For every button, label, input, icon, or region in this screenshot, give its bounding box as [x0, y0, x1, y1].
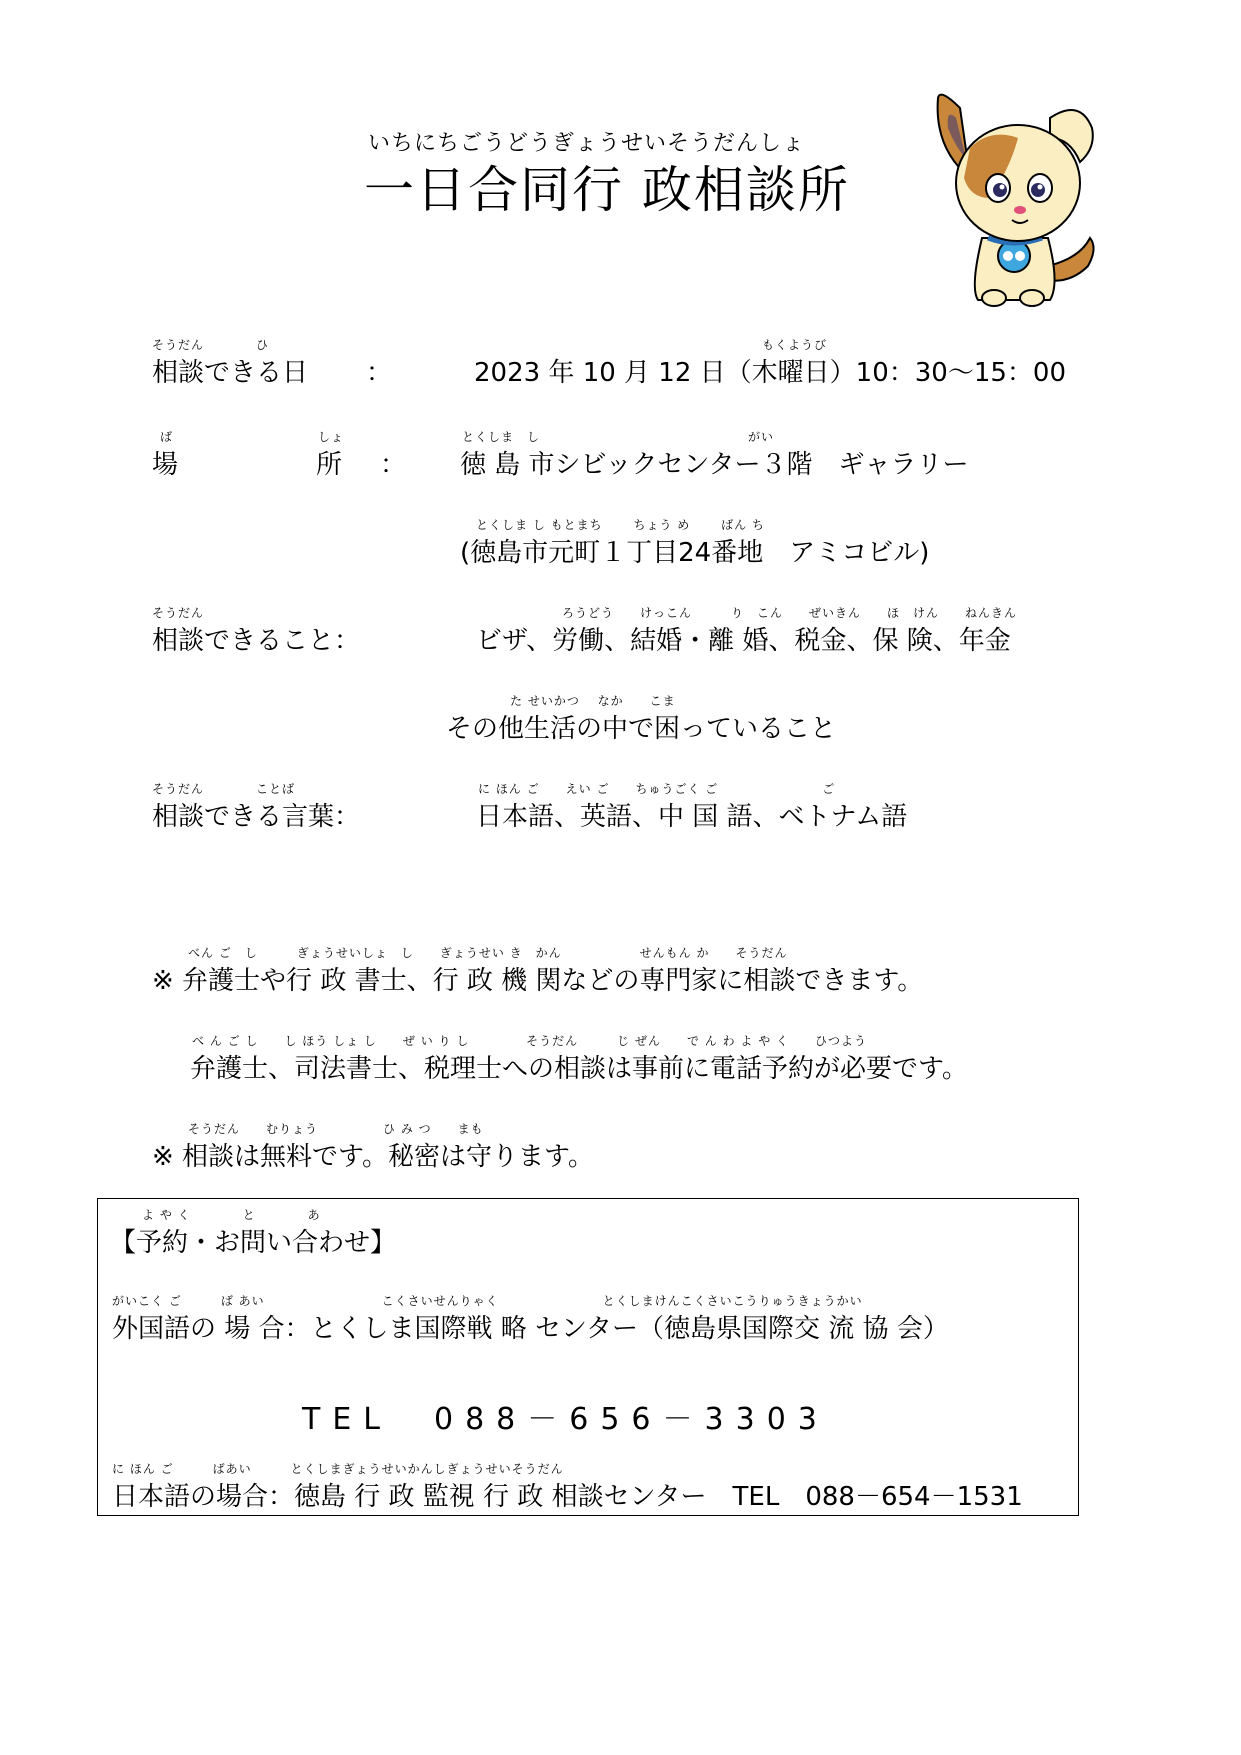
phone-number[interactable]: TEL 088－656－3303: [302, 1402, 829, 1437]
place-label-2: 所: [316, 450, 343, 480]
date-label: 相談できる日: [152, 358, 309, 388]
address-value: (徳島市元町１丁目24番地 アミコビル): [460, 538, 930, 568]
date-value: 2023 年 10 月 12 日（木曜日）10：30～15：00: [474, 358, 1066, 388]
languages-label-ruby: そうだん ことば: [152, 782, 296, 796]
note2-ruby: べ ん ご し し ほう しょ し ぜ い り し そうだん じ ぜん で ん わ よ や く ひつよう: [192, 1034, 868, 1048]
languages-value-ruby: に ほん ご えい ご ちゅうごく ご ご: [478, 782, 836, 796]
place-value: 徳 島 市シビックセンター３階 ギャラリー: [460, 450, 969, 480]
note2: 弁護士、司法書士、税理士への相談は事前に電話予約が必要です。: [190, 1054, 968, 1084]
topics-line2-ruby: た せいかつ なか こま: [510, 694, 676, 708]
place-colon: ：: [380, 450, 407, 480]
note1: ※ 弁護士や行 政 書士、行 政 機 関などの専門家に相談できます。: [152, 966, 924, 996]
topics-line2: その他生活の中で困っていること: [446, 714, 837, 744]
foreign-language-contact: 外国語の 場 合：とくしま国際戦 略 センター（徳島県国際交 流 協 会）: [112, 1314, 949, 1344]
foreign-ruby: がいこく ご ば あい こくさいせんりゃく とくしまけんこくさいこうりゅうきょうかい: [112, 1294, 863, 1308]
date-label-ruby: そうだん ひ: [152, 338, 270, 352]
note1-ruby: べん ご し ぎょうせいしょ し ぎょうせい き かん せんもん か そうだん: [188, 946, 788, 960]
contact-heading: 【予約・お問い合わせ】: [110, 1228, 397, 1258]
place-label-1: 場: [152, 450, 179, 480]
date-value-ruby: もくようび: [762, 338, 828, 352]
topics-label: 相談できること：: [152, 626, 361, 656]
languages-value: 日本語、英語、中 国 語、ベトナム語: [476, 802, 908, 832]
page-title: 一日合同行 政相談所: [364, 161, 850, 219]
address-ruby: とくしま し もとまち ちょう め ばん ち: [476, 518, 765, 532]
place-value-ruby: とくしま し がい: [462, 430, 775, 444]
topics-label-ruby: そうだん: [152, 606, 205, 620]
languages-label: 相談できる言葉：: [152, 802, 361, 832]
place-label-ruby-1: ば: [160, 430, 174, 444]
contact-heading-ruby: よ や く と あ: [142, 1208, 321, 1222]
note3: ※ 相談は無料です。秘密は守ります。: [152, 1142, 594, 1172]
japanese-contact: 日本語の場合：徳島 行 政 監視 行 政 相談センター TEL 088－654－1531: [112, 1482, 1023, 1512]
japanese-ruby: に ほん ご ばあい とくしまぎょうせいかんしぎょうせいそうだん: [112, 1462, 564, 1476]
title-ruby: いちにちごうどうぎょうせいそうだんしょ: [368, 131, 806, 156]
note3-ruby: そうだん むりょう ひ み つ まも: [188, 1122, 484, 1136]
topics-value: ビザ、労働、結婚・離 婚、税金、保 険、年金: [476, 626, 1011, 656]
mascot-dog-illustration: [930, 88, 1100, 310]
place-label-ruby-2: しょ: [318, 430, 345, 444]
date-colon: ：: [366, 358, 393, 388]
topics-value-ruby: ろうどう けっこん り こん ぜいきん ほ けん ねんきん: [562, 606, 1018, 620]
